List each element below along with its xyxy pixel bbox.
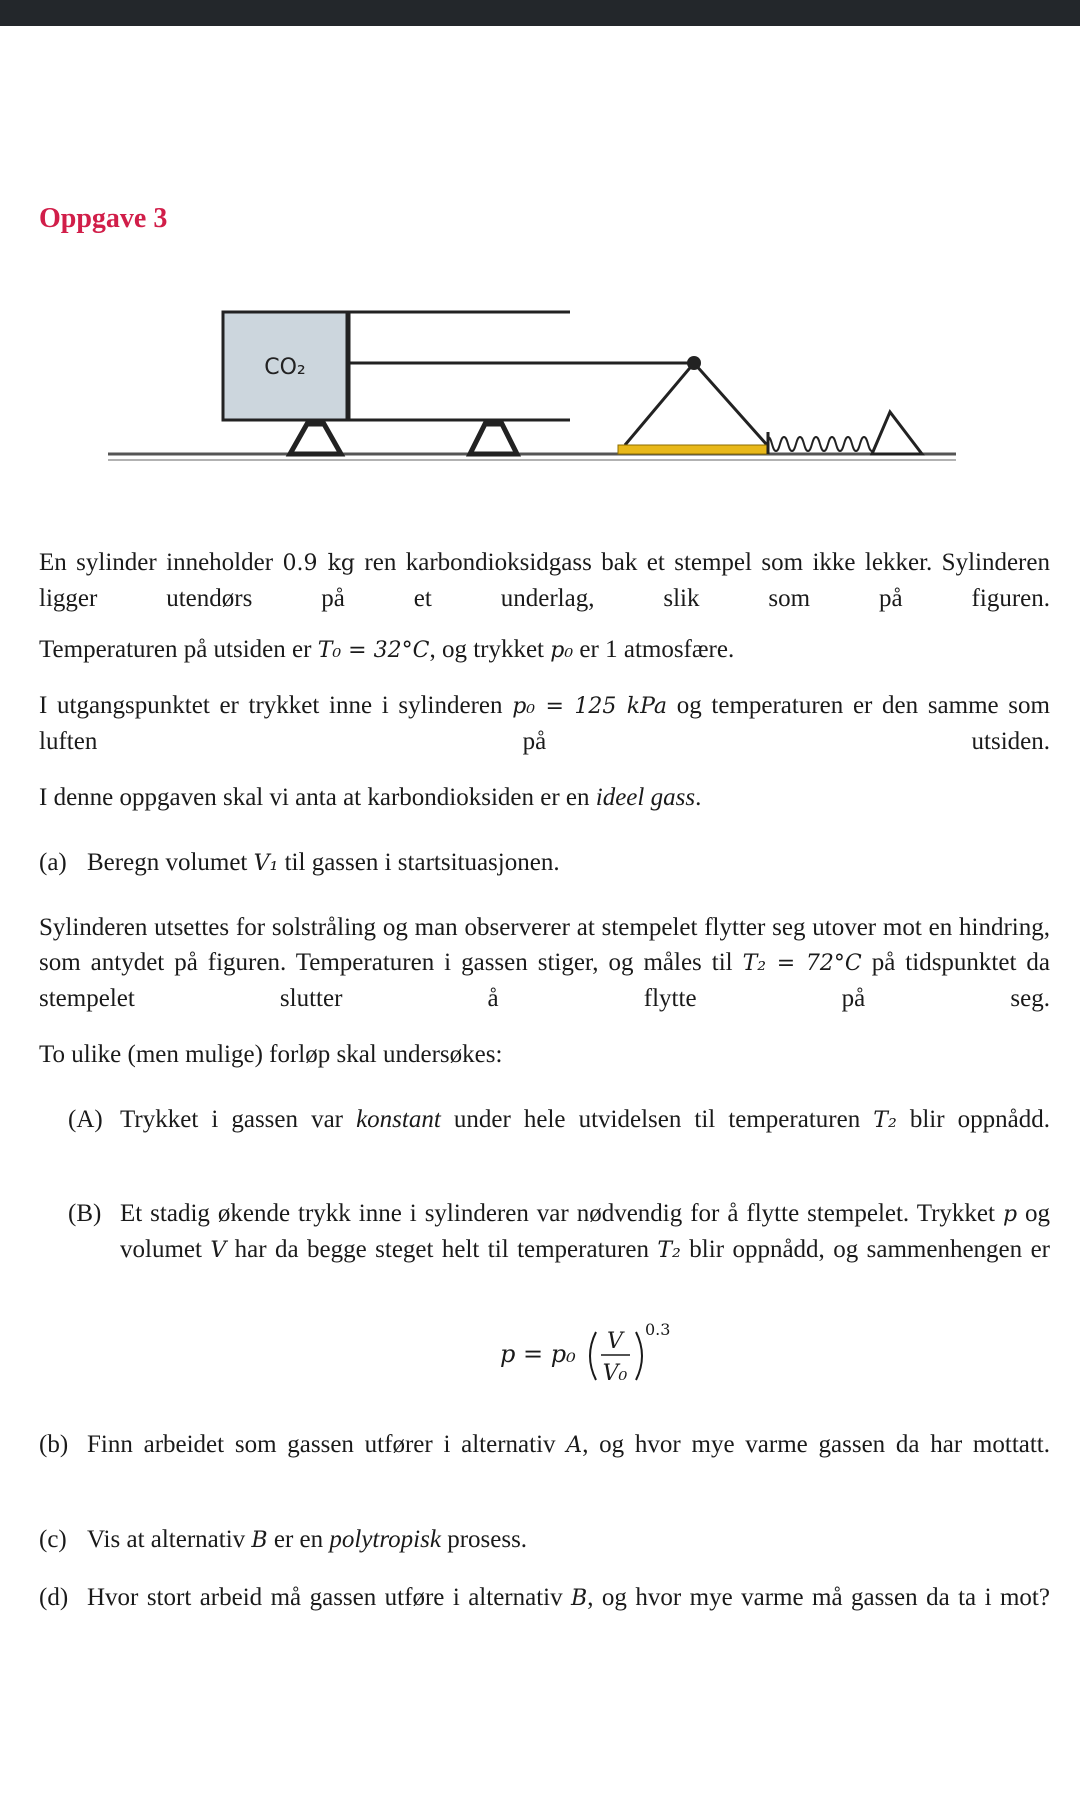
paragraph-3: I utgangspunktet er trykket inne i sylinderen p₀ = 125 kPa og temperaturen er den samme som luften på utsiden. [39,692,1050,755]
paragraph-1: En sylinder inneholder 0.9 kg ren karbondioksidgass bak et stempel som ikke lekker. Sylinderen ligger utendørs på et underlag, slik som på figuren. [39,549,1050,612]
initial-pressure: p₀ = 125 kPa [512,694,668,719]
polytropic-formula [500,1318,700,1388]
case-b-t2: T₂ [657,1238,681,1263]
question-b-label: (b) [39,1431,69,1458]
case-a-t2: T₂ [873,1108,897,1133]
formula-right-paren [636,1332,642,1380]
alternative-b-d: B [571,1586,588,1611]
mass-value: 0.9 kg [282,551,356,576]
volume-v: V [210,1238,227,1263]
task-title: Oppgave 3 [39,203,168,234]
formula-left-paren [590,1332,596,1380]
case-b-label: (B) [68,1200,102,1227]
ideal-gas-term: ideel gass [595,784,696,811]
obstacle-wedge [872,412,922,454]
paragraph-6: To ulike (men mulige) forløp skal undersøkes: [39,1041,503,1068]
volume-v1: V₁ [253,851,279,876]
alternative-b: B [251,1528,268,1553]
formula-lhs: p = p₀ [500,1340,576,1368]
question-c-label: (c) [39,1526,67,1553]
case-b: (B) Et stadig økende trykk inne i sylinderen var nødvendig for å flytte stempelet. Trykket p og volumet V har da begge steget helt til temperaturen T₂ blir oppnådd, og sammenhengen er [68,1196,1050,1303]
temperature-t2: T₂ = 72°C [742,951,862,976]
constant-term: konstant [356,1106,441,1133]
question-b: (b) Finn arbeidet som gassen utfører i alternativ A, og hvor mye varme gassen da har mottatt. [39,1427,1050,1498]
paragraph-2: Temperaturen på utsiden er T₀ = 32°C, og trykket p₀ er 1 atmosfære. [39,636,735,663]
cylinder-figure [100,300,960,480]
outside-temperature: T₀ = 32°C [317,638,430,663]
support-stand-left [290,424,341,454]
case-a-label: (A) [68,1106,103,1133]
linkage-arm [625,363,767,445]
polytropic-term: polytropisk [329,1526,441,1553]
formula-numerator: V [607,1329,623,1354]
outside-pressure-symbol: p₀ [550,638,574,663]
question-a: (a) Beregn volumet V₁ til gassen i startsituasjonen. [39,845,1050,881]
co2-label: CO₂ [264,355,306,380]
paragraph-5: Sylinderen utsettes for solstråling og man observerer at stempelet flytter seg utover mot en hindring, som antydet på figuren. Temperaturen i gassen stiger, og måles til T₂ = 72°C på tidspunktet da stempelet slutter å flytte på seg. [39,914,1050,1012]
paragraph-4: I denne oppgaven skal vi anta at karbondioksiden er en ideel gass. [39,784,702,811]
top-status-bar [0,0,1080,26]
linkage-pivot [687,356,701,370]
question-d: (d) Hvor stort arbeid må gassen utføre i alternativ B, og hvor mye varme må gassen da ta i mot? [39,1580,1050,1651]
alternative-a: A [566,1433,583,1458]
question-d-label: (d) [39,1584,69,1611]
support-stand-right [470,424,517,454]
spring [768,437,872,451]
formula-denominator: V₀ [602,1361,628,1386]
pressure-p: p [1002,1202,1018,1227]
question-a-label: (a) [39,849,67,876]
sliding-plate [618,445,768,454]
question-c: (c) Vis at alternativ B er en polytropisk prosess. [39,1522,1050,1558]
case-a: (A) Trykket i gassen var konstant under hele utvidelsen til temperaturen T₂ blir oppnådd. [68,1102,1050,1173]
formula-exponent: 0.3 [645,1320,671,1339]
